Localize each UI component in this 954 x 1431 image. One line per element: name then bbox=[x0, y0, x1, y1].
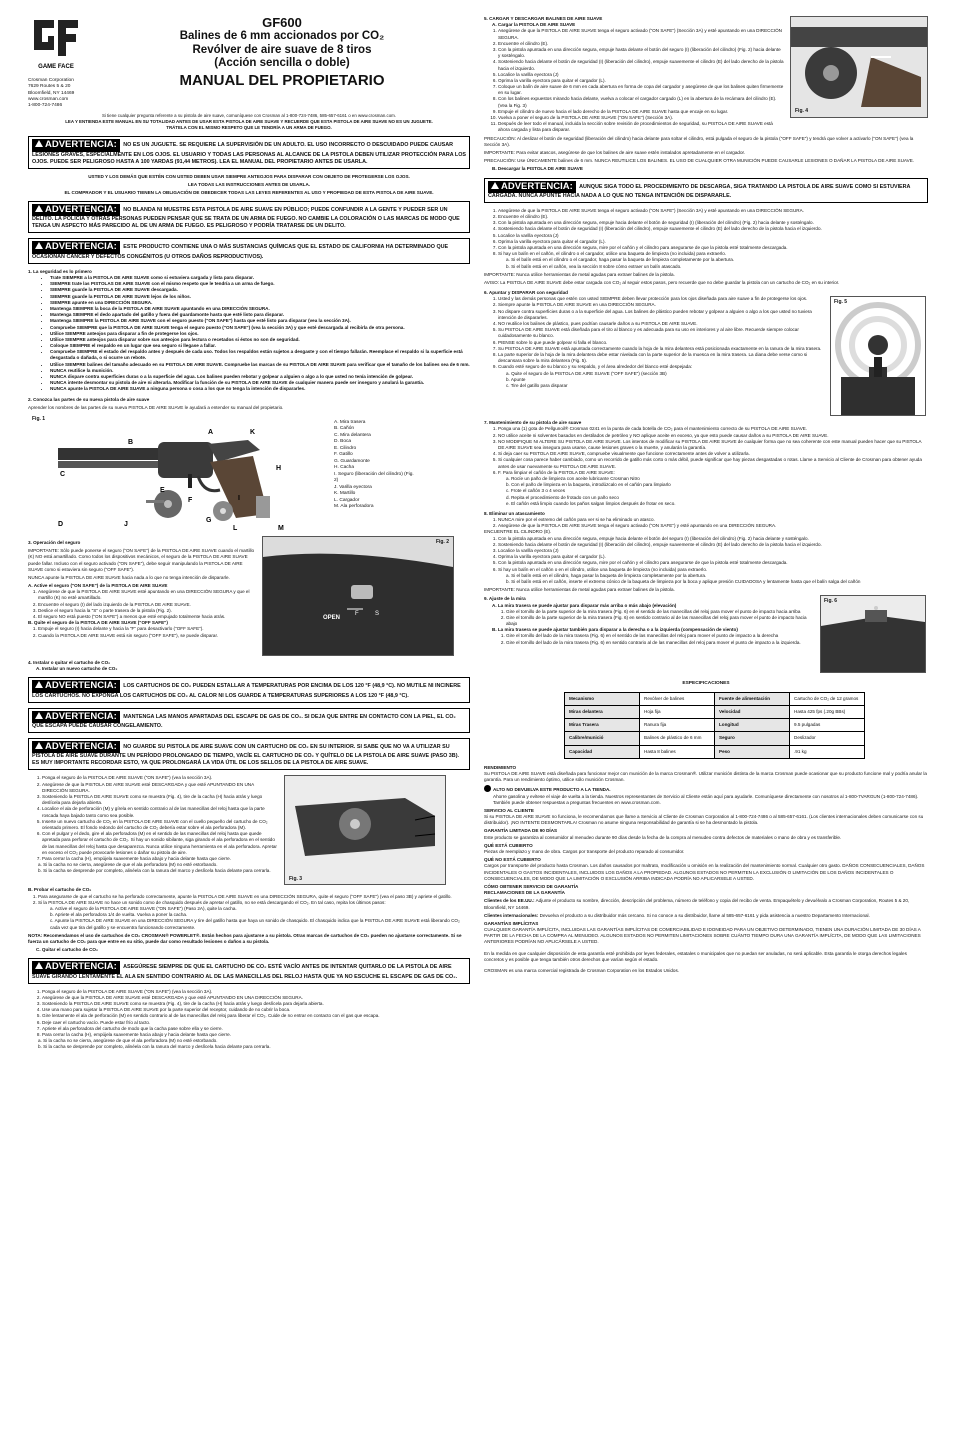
warning-icon bbox=[35, 205, 43, 212]
warning-icon bbox=[35, 962, 43, 969]
table-row: Calibre/munició Balines de plástico de 6 mm Seguro Deslizador bbox=[565, 732, 865, 745]
callout-e: E bbox=[160, 486, 165, 494]
title-block bbox=[94, 16, 470, 109]
callout-f: F bbox=[188, 496, 193, 504]
brand-block bbox=[28, 16, 84, 109]
figure-2: Fig. 2 OPEN F S bbox=[262, 536, 454, 656]
cartridge-install-diagram bbox=[285, 776, 445, 884]
svg-text:GAME FACE: GAME FACE bbox=[38, 64, 74, 70]
install-block: 1. Ponga el seguro de la PISTOLA DE AIRE SUAVE ("ON SAFE") (vea la sección 3A). 2. Asegúrese de que la PISTOLA DE AIRE SUAVE esté DESCARGADA y que esté APUNTANDO EN UNA DIRECCIÓN SEGURA. 3. Sosteniendo la PISTOLA DE AIRE SUAVE como se muestra (Fig. 4), tire de la cacha (H) hacia atrás y luego deslícela para dejarla abierta. 4. Localice el ala de perforación (M) y gírela en sentido contrario al de las manecillas del reloj hasta que la parte roscada haya bajado tanto como sea posible. 5. Inserte un nuevo cartucho de CO₂ en la PISTOLA DE AIRE SUAVE con el cuello pequeño del cartucho de CO₂ orientado primero. El fondo redondo del cartucho de CO₂ debería estar sobre el ala perforadora (M). 6. Con el pulgar y el dedo, gire el ala perforadora (M) en el sentido de las manecillas del reloj hasta que quede apretada para perforar el cartucho de CO₂. Si hay un sonido sibilante, siga girando el ala perforadora en el sentido de las manecillas del reloj hasta que desaparezca. Nunca utilice ninguna herramienta en el ala perforadora. Apretar en exceso el CO₂ puede provocarle lesiones o dañar su pistola de aire. 7. Para cerrar la cacha (H), empújela suavemente hacia abajo y hacia delante hasta que cierre. a. Si la cacha no se cierra, asegúrese de que el ala perforadora (M) no esté estorbando. b. Si la cacha se desprende por completo, alinéela con la ranura del marco y deslícela hacia delante para cerrarla. Fig. 3 bbox=[28, 775, 470, 885]
callout-a: A bbox=[208, 428, 214, 436]
note-eye-protection: USTED Y LOS DEMÁS QUE ESTÉN CON USTED DEBEN USAR SIEMPRE ANTEOJOS PARA DISPARAR CON OBJETO DE PROTEGERSE LOS OJOS. bbox=[88, 173, 410, 179]
left-column: GAME FACE Crosman Corporation 7629 Routes 5 & 20 Bloomfield, NY 14469 www.crosman.com 1-800-724-7486 GF600 Balines de 6 mm accionados por CO₂ Revólver de aire suave de 8 tiros (Acción sencilla o doble) MANUAL DEL PROPIETARIO Si tiene cualquier pregunta referente a su pistola de aire suave, comuníquese con Crosman al 1-800-724-7486, 585-657-6161 o en www.crosman.com. LEA Y ENTIENDA ESTE MANUAL EN SU TOTALIDAD ANTES DE USAR ESTA PISTOLA DE AIRE SUAVE Y RECUERDE QUE ESTA PISTOLA DE AIRE SUAVE NO ES UN JUGUETE. TRÁTELA CON EL MISMO RESPETO QUE LE TENDRÍA A UN ARMA DE FUEGO. ADVERTENCIA: NO ES UN JUGUETE. SE REQUIERE LA SUPERVISIÓN DE UN ADULTO. EL USO INCORRECTO O DESCUIDADO PUEDE CAUSAR LESIONES GRAVES, ESPECIALMENTE EN LOS OJOS. EL USUARIO Y TODAS LAS PERSONAS AL ALCANCE DE LA PISTOLA DEBEN UTILIZAR PROTECCIÓN PARA LOS OJOS. PUEDE SER PELIGROSO HASTA A 100 YARDAS (91,44 METROS). LEA EL MANUAL DEL PROPIETARIO ANTES DE USARLA. USTED Y LOS DEMÁS QUE ESTÉN CON USTED DEBEN USAR SIEMPRE ANTEOJOS PARA DISPARAR CON OBJETO DE PROTEGERSE LOS OJOS. LEA TODAS LAS INSTRUCCIONES ANTES DE USARLA. EL COMPRADOR Y EL USUARIO TIENEN LA OBLIGACIÓN DE OBEDECER TODAS LAS LEYES REFERENTES AL USO Y PROPIEDAD DE ESTA PISTOLA DE AIRE SUAVE. ADVERTENCIA: NO BLANDA NI MUESTRE ESTA PISTOLA DE AIRE SUAVE EN PÚBLICO; PUEDE CONFUNDIR A LA GENTE Y PUEDER SER UN DELITO. LA POLICÍA Y OTRAS PERSONAS PUEDEN PENSAR QUE SE TRATA DE UN ARMA DE FUEGO. NO CAMBIE LA COLORACIÓN O LAS MARCAS DE MODO QUE TENGA UN ASPECTO MÁS PARECIDO AL DE UN ARMA DE FUEGO. ES PELIGROSO Y PODRÍA TRATARSE DE UN DELITO. ADVERTENCIA: ESTE PRODUCTO CONTIENE UNA O MÁS SUSTANCIAS QUÍMICAS QUE EL ESTADO DE CALIFORNIA HA DETERMINADO QUE OCASIONAN CÁNCER Y DEFECTOS CONGÉNITOS (U OTROS DAÑOS REPRODUCTIVOS). 1. La seguridad es lo primero • Trate SIEMPRE a la PISTOLA DE AIRE SUAVE como si estuviera cargada y lista para disparar. • SIEMPRE trate las PISTOLAS DE AIRE SUAVE con el mismo respeto que le tendría a un arma de fuego. • SIEMPRE guarde la PISTOLA DE AIRE SUAVE descargada. • SIEMPRE guarde la PISTOLA DE AIRE SUAVE lejos de los niños. • SIEMPRE apunte en una DIRECCIÓN SEGURA. • Mantenga SIEMPRE la boca de la PISTOLA DE AIRE SUAVE apuntando en una DIRECCIÓN SEGURA. • Mantenga SIEMPRE el dedo apartado del gatillo y fuera del guardamonte hasta que esté listo para disparar. • Mantenga SIEMPRE la PISTOLA DE AIRE SUAVE con el seguro puesto ("ON SAFE") hasta que esté listo para disparar (vea la sección 3A). • Compruebe SIEMPRE que la PISTOLA DE AIRE SUAVE tenga el seguro puesto ("ON SAFE") (vea la sección 3A) y que esté descargada al recibirla de otra persona. • Utilice SIEMPRE anteojos para disparar a fin de protegerse los ojos. • Utilice SIEMPRE anteojos para disparar sobre sus anteojos para lectura o recetados si éstos no son de seguridad. • Coloque SIEMPRE el respaldo en un lugar que sea seguro si llegase a fallar. • Compruebe SIEMPRE el estado del respaldo antes y después de cada uso. Todos los respaldos están sujetos a desgaste y con el tiempo fallarán. Reemplace el respaldo si la superficie está desgastada o dañada, o si ocurre un rebote. • Utilice SIEMPRE balines del tamaño adecuado en su PISTOLA DE AIRE SUAVE. Compruebe las marcas de su PISTOLA DE AIRE SUAVE para verificar que el tamaño de los balines sea de 6 mm. • NUNCA reutilice la munición. • NUNCA dispare contra superficies duras o a la superficie del agua. Los balines pueden rebotar y golpear a alguien o algo a lo que usted no tenía intención de golpear. • NUNCA intente desmontar su pistola de aire ni alterarla. Modificar la función de su PISTOLA DE AIRE SUAVE de cualquier manera puede ser inseguro y anulará la garantía. • NUNCA apunte la PISTOLA DE AIRE SUAVE a ninguna persona o cosa a los que no tenga la intención de dispararles. 2. Conozca las partes de su nueva pistola de aire suave Aprender los nombres de las partes de su nueva PISTOLA DE AIRE SUAVE le ayudará a entender su manual del propietario. Fig. 1 A B K C H F I D J E G L M A. Mira trasera B. Cañón C. Mira delantera D. Boca E. Cilindro F. Gatillo G. Guardamonte H. Cacha I. Seguro (liberación del cilindro) (Fig. 2) J. Varilla eyectora K. Martillo L. Cargador M. Ala perforadora 3. Operación del seguro IMPORTANTE: Sólo puede ponerse el seguro ("ON SAFE") de la PISTOLA DE AIRE SUAVE cuando el martillo (K) NO está amartillado. Como todos los dispositivos mecánicos, el seguro de la PISTOLA DE AIRE SUAVE puede fallar. Incluso con el seguro activado ("ON SAFE"), debe seguir manipulando la PISTOLA DE AIRE SUAVE como si estuviera sin seguro ("OFF SAFE"). NUNCA apunte la PISTOLA DE AIRE SUAVE hacia nada a lo que no tenga intención de dispararle. A. Active el seguro ("ON SAFE") de la PISTOLA DE AIRE SUAVE 1. Asegúrese de que la PISTOLA DE AIRE SUAVE esté apuntando en una DIRECCIÓN SEGURA y que el martillo (K) no esté amartillado. 2. Encuentre el seguro (I) del lado izquierdo de la PISTOLA DE AIRE SUAVE. 3. Deslice el seguro hacia la "S" o parte trasera de la pistola (Fig. 2). 4. El seguro NO está puesto ("ON SAFE") a menos que esté empujado totalmente hacia atrás. B. Quite el seguro de la PISTOLA DE AIRE SUAVE ("OFF SAFE") 1. Empuje el seguro (I) hacia delante y hacia la "F" para desactivarlo ("OFF SAFE"). 2. Cuando la PISTOLA DE AIRE SUAVE está sin seguro ("OFF SAFE"), se puede disparar. Fig. 2 OPEN F S 4. Instalar o quitar el cartucho de CO₂ A. Instalar un nuevo cartucho de CO₂ ADVERTENCIA: LOS CARTUCHOS DE CO₂ PUEDEN ESTALLAR A TEMPERATURAS POR ENCIMA DE LOS 120 °F (48,9 °C). NO MUTILE NI INCINERE LOS CARTUCHOS. NO EXPONGA LOS CARTUCHOS DE CO₂ AL CALOR NI LOS GUARDE A TEMPERATURAS SUPERIORES A LOS 120 °F (48,9 °C). ADVERTENCIA: MANTENGA LAS MANOS APARTADAS DEL ESCAPE DE GAS DE CO₂. SI DEJA QUE ENTRE EN CONTACTO CON LA PIEL, EL CO₂ QUE ESCAPA PUEDE CAUSAR CONGELAMIENTO. ADVERTENCIA: NO GUARDE SU PISTOLA DE AIRE SUAVE CON UN CARTUCHO DE CO₂ EN SU INTERIOR. SI SABE QUE NO VA A UTILIZAR SU PISTOLA DE AIRE SUAVE DURANTE UN PERÍODO PROLONGADO DE TIEMPO, VACÍE EL CARTUCHO DE CO₂ Y QUÍTELO DE LA PISTOLA DE AIRE SUAVE (PASO 3B). ES MUY IMPORTANTE RECORDAR ESTO, YA QUE PROLONGARÁ LA VIDA ÚTIL DE LOS SELLOS DE LA PISTOLA DE AIRE SUAVE. 1. Ponga el seguro de la PISTOLA DE AIRE SUAVE ("ON SAFE") (vea la sección 3A). 2. Asegúrese de que la PISTOLA DE AIRE SUAVE esté DESCARGADA y que esté APUNTANDO EN UNA DIRECCIÓN SEGURA. 3. Sosteniendo la PISTOLA DE AIRE SUAVE como se muestra (Fig. 4), tire de la cacha (H) hacia atrás y luego deslícela para dejarla abierta. 4. Localice el ala de perforación (M) y gírela en sentido contrario al de las manecillas del reloj hasta que la parte roscada haya bajado tanto como sea posible. 5. Inserte un nuevo cartucho de CO₂ en la PISTOLA DE AIRE SUAVE con el cuello pequeño del cartucho de CO₂ orientado primero. El fondo redondo del cartucho de CO₂ debería estar sobre el ala perforadora (M). 6. Con el pulgar y el dedo, gire el ala perforadora (M) en el sentido de las manecillas del reloj hasta que quede apretada para perforar el cartucho de CO₂. Si hay un sonido sibilante, siga girando el ala perforadora en el sentido de las manecillas del reloj hasta que desaparezca. Nunca utilice ninguna herramienta en el ala perforadora. Apretar en exceso el CO₂ puede provocarle lesiones o dañar su pistola de aire. 7. Para cerrar la cacha (H), empújela suavemente hacia abajo y hacia delante hasta que cierre. a. Si la cacha no se cierra, asegúrese de que el ala perforadora (M) no esté estorbando. b. Si la cacha se desprende por completo, alinéela con la ranura del marco y deslícela hacia delante para cerrarla. Fig. 3 B. Probar el cartucho de CO₂ 1. Para asegurarse de que el cartucho se ha perforado correctamente, apunte la PISTOLA DE AIRE SUAVE en una DIRECCIÓN SEGURA, quite el seguro ("OFF SAFE") (vea el paso 3B) y apriete el gatillo. 2. Si la PISTOLA DE AIRE SUAVE no hace un sonido como de chasquido después de apretar el gatillo, no se está descargando el CO₂. En tal caso, repita los últimos pasos: a. Active el seguro de la PISTOLA DE AIRE SUAVE ("ON SAFE") (Paso 2A), quite la cacha. b. Apriete el ala perforadora 1/4 de vuelta. Vuelva a poner la cacha. c. Apunte la PISTOLA DE AIRE SUAVE en una DIRECCIÓN SEGURA y tire del gatillo hasta que haya un sonido de chasquido. El chasquido indica que la PISTOLA DE AIRE SUAVE está liberando CO₂ cada vez que tira del gatillo y se encuentra funcionando correctamente. NOTA: Recomendamos el uso de cartuchos de CO₂ CROSMAN® POWERLET®. Están hechos para ajustarse a su pistola. Otras marcas de cartuchos de CO₂ pueden no ajustarse correctamente. Si se fuerza un cartucho de CO₂ para que entre en su sitio, puede dar como resultado lesiones o daños a su pistola. C. Quitar el cartucho de CO₂ ADVERTENCIA: ASEGÚRESE SIEMPRE DE QUE EL CARTUCHO DE CO₂ ESTÉ VACÍO ANTES DE INTENTAR QUITARLO DE LA PISTOLA DE AIRE SUAVE GIRANDO LENTAMENTE EL ALA EN SENTIDO CONTRARIO AL DE LAS MANECILLAS DEL RELOJ HASTA QUE YA NO ESCUCHE EL ESCAPE DE GAS DE CO₂. 1. Ponga el seguro de la PISTOLA DE AIRE SUAVE ("ON SAFE") (vea la sección 3A). 2. Asegúrese de que la PISTOLA DE AIRE SUAVE esté DESCARGADA y que esté APUNTANDO EN UNA DIRECCIÓN SEGURA. 3. Sosteniendo la PISTOLA DE AIRE SUAVE como se muestra (Fig. 4), tire de la cacha (H) hacia atrás y luego deslícela para dejarla abierta. 4. Use una mano para sujetar la PISTOLA DE AIRE SUAVE por la parte superior del receptor, cuidando de no cubrir la boca. 5. Gire lentamente el ala de perforación (M) en sentido contrario al de las manecillas del reloj para liberar el CO₂. Cuide de no entrar en contacto con el gas que escapa. 6. Deje caer el cartucho vacío. Puede estar frío al tacto. 7. Apriete el ala perforadora del cartucho de modo que la cacha pase sobre ella y se cierre. 8. Para cerrar la cacha (H), empújela suavemente hacia abajo y hacia delante hasta que cierre. a. Si la cacha no se cierra, asegúrese de que el ala perforadora (M) no esté estorbando. b. Si la cacha se desprende por completo, alinéela con la ranura del marco y deslícela hacia delante para cerrarla. bbox=[28, 16, 470, 1051]
note-read-instructions: LEA TODAS LAS INSTRUCCIONES ANTES DE USARLA. bbox=[187, 181, 311, 187]
callout-d: D bbox=[58, 520, 64, 528]
callout-b: B bbox=[128, 438, 134, 446]
subtitle-3: (Acción sencilla o doble) bbox=[214, 56, 350, 69]
callout-l: L bbox=[233, 524, 238, 532]
header bbox=[28, 16, 470, 109]
warning-box-4: ADVERTENCIA: LOS CARTUCHOS DE CO₂ PUEDEN ESTALLAR A TEMPERATURAS POR ENCIMA DE LOS 120 °F (48,9 °C). NO MUTILE NI INCINERE LOS CARTUCHOS. NO EXPONGA LOS CARTUCHOS DE CO₂ AL CALOR NI LOS GUARDE A TEMPERATURAS SUPERIORES A LOS 120 °F (48,9 °C). bbox=[28, 677, 470, 702]
warranty-section: RENDIMIENTO Su PISTOLA DE AIRE SUAVE está diseñada para funcionar mejor con munición de la marca Crosman®. Utilizar munición distinta de la marca Crosman puede ocasionar que su producto funcione mal y podría anular la garantía. Para un rendimiento óptimo, utilice sólo munición Crosman. ALTO NO DEVUELVA ESTE PRODUCTO A LA TIENDA. Ahorre gasolina y evítese el viaje de vuelta a la tienda. Nuestros representantes de Servicio al Cliente están aquí para ayudarle. Comuníquese directamente con nosotros al 1-800-7VARGUN (1-800-724-7486). También puede obtener respuestas a preguntas frecuentes en www.crosman.com. SERVICIO AL CLIENTE Si su PISTOLA DE AIRE SUAVE no funciona, le recomendamos que llame a Servicio al Cliente de Crosman Corporation al 1-800-724-7486 o al 585-657-6161. (Los clientes internacionales deben comunicarse con su distribuidor). ¡NO INTENTE DESMONTARLA! Crosman no asume ninguna responsabilidad de garantía si se ha desmontado la pistola. GARANTÍA LIMITADA DE 90 DÍAS Este producto se garantiza al consumidor al menudeo durante 90 días desde la fecha de la compra al menudeo contra defectos de materiales o mano de obra y es transferible. QUÉ ESTÁ CUBIERTO Piezas de reemplazo y mano de obra. Cargos por transporte del producto reparado al consumidor. QUÉ NO ESTÁ CUBIERTO Cargos por transporte del producto hasta Crosman. Los daños causados por maltrato, modificación u omisión en la realización del mantenimiento normal. Cualquier otro gasto. DAÑOS CONSECUENCIALES, DAÑOS INCIDENTALES O GASTOS INCIDENTALES, INCLUIDOS LOS DAÑOS A LA PROPIEDAD. ALGUNOS ESTADOS NO PERMITEN LA EXCLUSIÓN O LIMITACIÓN DE LOS DAÑOS INCIDENTALES O CONSECUENCIALES, DE MODO QUE LA LIMITACIÓN O EXCLUSIÓN ARRIBA INDICADA PODRÍA NO APLICARSELE A USTED. CÓMO OBTENER SERVICIO DE GARANTÍA RECLAMACIONES DE LA GARANTÍA Clientes de los EE.UU.: Adjunte el producto su nombre, dirección, descripción del problema, número de teléfono y copia del recibo de venta. Empaquételo y devuélvalo a Crosman Corporation, Routes 5 & 20, Bloomfield, NY 14469. Clientes internacionales: Devuelva el producto a su distribuidor más cercano. Si no conoce a su distribuidor, llame al 585-657-6161 y pida asistencia a nuestro Departamento Internacional. GARANTÍAS IMPLÍCITAS CUALQUIER GARANTÍA IMPLÍCITA, INCLUIDAS LAS GARANTÍAS IMPLÍCITAS DE COMERCIABILIDAD E IDONEIDAD PARA UN OBJETIVO DETERMINADO, TIENEN UNA DURACIÓN LIMITADA DE 30 DÍAS A PARTIR DE LA FECHA DE LA COMPRA AL MENUDEO. ALGUNOS ESTADOS NO PERMITEN LIMITACIONES SOBRE CUÁNTO TIEMPO DURA UNA GARANTÍA IMPLÍCITA, DE MODO QUE LAS LIMITACIONES ANTERIORES PODRÍAN NO APLICÁRSELE A USTED. En la medida en que cualquier disposición de esta garantía esté prohibida por leyes federales, estatales o municipales que no puedan ser anuladas, no será aplicable. Esta garantía le otorga derechos legales concretos y es posible que tenga también otros derechos que varían según el estado. CROSMAN es una marca comercial registrada de Crosman Corporation en los Estados Unidos. bbox=[484, 764, 927, 974]
sight-block: 9. Ajuste de la mira A. La mira trasera se puede ajustar para disparar más arriba o más abajo (elevación) 1. Gire el tornillo de la parte superior de la mira trasera (Fig. 6) en el sentido de las manecillas del reloj para mover el punto de impacto hacia arriba 2. Gire el tornillo de la parte superior de la mira trasera (Fig. 6) en sentido contrario al de las manecillas del reloj para mover el punto de impacto hacia abajo B. La mira trasera se puede ajustar también para disparar a la derecha o a la izquierda (compensación de viento) 1. Gire el tornillo del lado de la mira trasera (Fig. 6) en el sentido de las manecillas del reloj para mover el punto de impacto a la derecha 2. Gire el tornillo del lado de la mira trasera (Fig. 6) en sentido contrario al de las manecillas del reloj para mover el punto de impacto a la izquierda. Fig. 6 bbox=[484, 595, 928, 673]
rear-sight-diagram bbox=[821, 596, 925, 672]
cylinder-open-diagram bbox=[791, 17, 927, 117]
note-laws: EL COMPRADOR Y EL USUARIO TIENEN LA OBLIGACIÓN DE OBEDECER TODAS LAS LEYES REFERENTES AL USO Y PROPIEDAD DE ESTA PISTOLA DE AIRE SUAVE. bbox=[64, 189, 434, 195]
specifications-table bbox=[564, 692, 865, 759]
company-address: Crosman Corporation 7629 Routes 5 & 20 Bloomfield, NY 14469 www.crosman.com 1-800-724-7486 bbox=[28, 78, 75, 109]
figure-4: Fig. 4 bbox=[790, 16, 928, 118]
subtitle-1: Balines de 6 mm accionados por CO₂ bbox=[179, 30, 385, 43]
warning-box-2: ADVERTENCIA: NO BLANDA NI MUESTRE ESTA PISTOLA DE AIRE SUAVE EN PÚBLICO; PUEDE CONFUNDIR A LA GENTE Y PUEDER SER UN DELITO. LA POLICÍA Y OTRAS PERSONAS PUEDEN PENSAR QUE SE TRATA DE UN ARMA DE FUEGO. NO CAMBIE LA COLORACIÓN O LAS MARCAS DE MODO QUE TENGA UN ASPECTO MÁS PARECIDO AL DE UN ARMA DE FUEGO. ES PELIGROSO Y PODRÍA TRATARSE DE UN DELITO. bbox=[28, 201, 470, 233]
f-label: F bbox=[355, 610, 359, 617]
parts-figure-block bbox=[28, 414, 470, 534]
table-row: Mecanismo Revólver de balines Fuente de alimentación Cartucho de CO₂ de 12 gramos bbox=[565, 692, 865, 705]
warning-box-3: ADVERTENCIA: ESTE PRODUCTO CONTIENE UNA O MÁS SUSTANCIAS QUÍMICAS QUE EL ESTADO DE CALIFORNIA HA DETERMINADO QUE OCASIONAN CÁNCER Y DEFECTOS CONGÉNITOS (U OTROS DAÑOS REPRODUCTIVOS). bbox=[28, 238, 470, 263]
warning-icon bbox=[35, 140, 43, 147]
callout-h: H bbox=[276, 464, 282, 472]
open-label: OPEN bbox=[323, 614, 341, 621]
figure-3: Fig. 3 bbox=[284, 775, 446, 885]
parts-legend: A. Mira trasera B. Cañón C. Mira delantera D. Boca E. Cilindro F. Gatillo G. Guardamonte H. Cacha I. Seguro (liberación del cilindro) (Fig. 2) J. Varilla eyectora K. Martillo L. Cargador M. Ala perforadora bbox=[334, 419, 414, 510]
warning-box-5: ADVERTENCIA: MANTENGA LAS MANOS APARTADAS DEL ESCAPE DE GAS DE CO₂. SI DEJA QUE ENTRE EN CONTACTO CON LA PIEL, EL CO₂ QUE ESCAPA PUEDE CAUSAR CONGELAMIENTO. bbox=[28, 708, 470, 733]
revolver-diagram bbox=[28, 414, 328, 534]
figure-5: Fig. 5 bbox=[830, 296, 926, 416]
game-face-logo bbox=[28, 16, 84, 74]
intro: Si tiene cualquier pregunta referente a su pistola de aire suave, comuníquese con Crosman al 1-800-724-7486, 585-657-6161 o en www.crosman.com. LEA Y ENTIENDA ESTE MANUAL EN SU TOTALIDAD ANTES DE USAR ESTA PISTOLA DE AIRE SUAVE Y RECUERDE QUE ESTA PISTOLA DE AIRE SUAVE NO ES UN JUGUETE. TRÁTELA CON EL MISMO RESPETO QUE LE TENDRÍA A UN ARMA DE FUEGO. bbox=[65, 113, 433, 131]
callout-g: G bbox=[206, 516, 212, 524]
note-powerlet: NOTA: Recomendamos el uso de cartuchos de CO₂ CROSMAN® POWERLET®. Están hechos para ajustarse a su pistola. Otras marcas de cartuchos de CO₂ pueden no ajustarse correctamente. Si se fuerza un cartucho de CO₂ para que entre en su sitio, puede dar como resultado lesiones o daños a su pistola. bbox=[28, 932, 462, 944]
s-label: S bbox=[375, 610, 380, 617]
warning-icon bbox=[491, 182, 499, 189]
figure-1: Fig. 1 A B K C H F I D J E G L M bbox=[28, 414, 328, 534]
stop-icon bbox=[484, 785, 491, 792]
callout-m: M bbox=[278, 524, 284, 532]
aiming-block: 1. Usted y las demás personas que estén con usted SIEMPRE deben llevar protección para los ojos diseñada para aire suave a fin de protegerse los ojos. 2. Siempre apunte la PISTOLA DE AIRE SUAVE en una DIRECCIÓN SEGURA. 3. No dispare contra superficies duras o a la superficie del agua. Los balines de plástico pueden rebotar y golpear a alguien o algo a los que usted no tuviera intención de dispararles. 4. NO reutilice los balines de plástico, pues podrían causarle daños a su PISTOLA DE AIRE SUAVE. 5. Su PISTOLA DE AIRE SUAVE está diseñada para el tiro al blanco y es adecuada para su uso en interiores y al aire libre. Recuerde siempre colocar cuidadosamente su blanco. 6. PIENSE sobre lo que puede golpear si falla el blanco. 7. Su PISTOLA DE AIRE SUAVE está apuntada correctamente cuando la hoja de la mira delantera está posicionada exactamente en la ranura de la mira trasera. 8. La parte superior de la hoja de la mira delantera debe estar nivelada con la parte superior de la muesca en la mira trasera. La diana debe verse como si descansara sobre la mira delantera (Fig. 5). 9. Cuando esté seguro de su blanco y su respaldo, y el área alrededor del blanco esté despejada: a. Quite el seguro de la PISTOLA DE AIRE SUAVE ("OFF SAFE") (sección 3B) b. Apunte c. Tire del gatillo para disparar Fig. 5 bbox=[484, 296, 928, 416]
sight-alignment-diagram bbox=[831, 297, 925, 415]
figure-6: Fig. 6 bbox=[820, 595, 926, 673]
warning-icon bbox=[35, 712, 43, 719]
warning-box-1: ADVERTENCIA: NO ES UN JUGUETE. SE REQUIERE LA SUPERVISIÓN DE UN ADULTO. EL USO INCORRECTO O DESCUIDADO PUEDE CAUSAR LESIONES GRAVES, ESPECIALMENTE EN LOS OJOS. EL USUARIO Y TODAS LAS PERSONAS AL ALCANCE DE LA PISTOLA DEBEN UTILIZAR PROTECCIÓN PARA LOS OJOS. PUEDE SER PELIGROSO HASTA A 100 YARDAS (91,44 METROS). LEA EL MANUAL DEL PROPIETARIO ANTES DE USARLA. bbox=[28, 136, 470, 168]
callout-j: J bbox=[124, 520, 128, 528]
page-title: MANUAL DEL PROPIETARIO bbox=[179, 71, 385, 89]
callout-i: I bbox=[238, 494, 240, 502]
callout-c: C bbox=[60, 470, 66, 478]
warning-icon bbox=[35, 681, 43, 688]
table-row: Miras Trasera Ranura fija Longitud 9.5 pulgadas bbox=[565, 719, 865, 732]
callout-k: K bbox=[250, 428, 256, 436]
safety-list: • Trate SIEMPRE a la PISTOLA DE AIRE SUAVE como si estuviera cargada y lista para disparar. • SIEMPRE trate las PISTOLAS DE AIRE SUAVE con el mismo respeto que le tendría a un arma de fuego. • SIEMPRE guarde la PISTOLA DE AIRE SUAVE descargada. • SIEMPRE guarde la PISTOLA DE AIRE SUAVE lejos de los niños. • SIEMPRE apunte en una DIRECCIÓN SEGURA. • Mantenga SIEMPRE la boca de la PISTOLA DE AIRE SUAVE apuntando en una DIRECCIÓN SEGURA. • Mantenga SIEMPRE el dedo apartado del gatillo y fuera del guardamonte hasta que esté listo para disparar. • Mantenga SIEMPRE la PISTOLA DE AIRE SUAVE con el seguro puesto ("ON SAFE") hasta que esté listo para disparar (vea la sección 3A). • Compruebe SIEMPRE que la PISTOLA DE AIRE SUAVE tenga el seguro puesto ("ON SAFE") (vea la sección 3A) y que esté descargada al recibirla de otra persona. • Utilice SIEMPRE anteojos para disparar a fin de protegerse los ojos. • Utilice SIEMPRE anteojos para disparar sobre sus anteojos para lectura o recetados si éstos no son de seguridad. • Coloque SIEMPRE el respaldo en un lugar que sea seguro si llegase a fallar. • Compruebe SIEMPRE el estado del respaldo antes y después de cada uso. Todos los respaldos están sujetos a desgaste y con el tiempo fallarán. Reemplace el respaldo si la superficie está desgastada o dañada, o si ocurre un rebote. • Utilice SIEMPRE balines del tamaño adecuado en su PISTOLA DE AIRE SUAVE. Compruebe las marcas de su PISTOLA DE AIRE SUAVE para verificar que el tamaño de los balines sea de 6 mm. • NUNCA reutilice la munición. • NUNCA dispare contra superficies duras o a la superficie del agua. Los balines pueden rebotar y golpear a alguien o algo a lo que usted no tenía intención de golpear. • NUNCA intente desmontar su pistola de aire ni alterarla. Modificar la función de su PISTOLA DE AIRE SUAVE de cualquier manera puede ser inseguro y anulará la garantía. • NUNCA apunte la PISTOLA DE AIRE SUAVE a ninguna persona o cosa a los que no tenga la intención de dispararles. bbox=[28, 275, 470, 393]
model-number: GF600 bbox=[262, 15, 302, 30]
subtitle-2: Revólver de aire suave de 8 tiros bbox=[192, 43, 372, 56]
warning-box-7: ADVERTENCIA: ASEGÚRESE SIEMPRE DE QUE EL CARTUCHO DE CO₂ ESTÉ VACÍO ANTES DE INTENTAR QUITARLO DE LA PISTOLA DE AIRE SUAVE GIRANDO LENTAMENTE EL ALA EN SENTIDO CONTRARIO AL DE LAS MANECILLAS DEL RELOJ HASTA QUE YA NO ESCUCHE EL ESCAPE DE GAS DE CO₂. bbox=[28, 958, 470, 983]
loading-block: 5. CARGAR Y DESCARGAR BALINES DE AIRE SUAVE A. Cargar la PISTOLA DE AIRE SUAVE 1. Asegúrese de que la PISTOLA DE AIRE SUAVE tenga el seguro activado ("ON SAFE") (Sección 3A) y esté apuntando en una DIRECCIÓN SEGURA. 2. Encuentre el cilindro (E). 3. Con la pistola apuntada en una dirección segura, empuje hasta delante el botón del seguro (I) (liberación del cilindro) (Fig. 2) hacia delante y sosténgalo. 4. Sosteniendo hacia delante el botón de seguridad (I) (liberación del cilindro), empuje suavemente el cilindro (E) del lado derecho de la pistola hacia el izquierdo. 5. Localice la varilla eyectora (J) 6. Oprima la varilla eyectora para quitar el cargador (L). 7. Coloque un balín de aire suave de 6 mm en cada abertura en forma de copa del cargador y asegúrese de que los balines quiten firmemente en su lugar. 8. Con los balines expuestos mirando hacia delante, vuelva a colocar el cargador cargado (L) en la abertura de la recámara del cilindro (E). (Vea la Fig. 3) 9. Empuje el cilindro de nuevo hacia el lado derecho de la PISTOLA DE AIRE SUAVE hasta que encaje en su lugar. 10. Vuelva a poner el seguro de la PISTOLA DE AIRE SUAVE ("ON SAFE") (Sección 3A). 11. Después de leer todo el manual, incluida la sección sobre revisión de procedimientos de seguridad, su PISTOLA DE AIRE SUAVE está ahora cargada y lista para disparar. Fig. 4 bbox=[484, 16, 928, 134]
table-row: Miras delantera Hoja fija Velocidad Hasta 425 fps (.20g BBs) bbox=[565, 706, 865, 719]
warning-icon bbox=[35, 742, 43, 749]
safety-operation-block: 3. Operación del seguro IMPORTANTE: Sólo puede ponerse el seguro ("ON SAFE") de la PISTOLA DE AIRE SUAVE cuando el martillo (K) NO está amartillado. Como todos los dispositivos mecánicos, el seguro de la PISTOLA DE AIRE SUAVE puede fallar. Incluso con el seguro activado ("ON SAFE"), debe seguir manipulando la PISTOLA DE AIRE SUAVE como si estuviera sin seguro ("OFF SAFE"). NUNCA apunte la PISTOLA DE AIRE SUAVE hacia nada a lo que no tenga intención de dispararle. A. Active el seguro ("ON SAFE") de la PISTOLA DE AIRE SUAVE 1. Asegúrese de que la PISTOLA DE AIRE SUAVE esté apuntando en una DIRECCIÓN SEGURA y que el martillo (K) no esté amartillado. 2. Encuentre el seguro (I) del lado izquierdo de la PISTOLA DE AIRE SUAVE. 3. Deslice el seguro hacia la "S" o parte trasera de la pistola (Fig. 2). 4. El seguro NO está puesto ("ON SAFE") a menos que esté empujado totalmente hacia atrás. B. Quite el seguro de la PISTOLA DE AIRE SUAVE ("OFF SAFE") 1. Empuje el seguro (I) hacia delante y hacia la "F" para desactivarlo ("OFF SAFE"). 2. Cuando la PISTOLA DE AIRE SUAVE está sin seguro ("OFF SAFE"), se puede disparar. Fig. 2 OPEN F S bbox=[28, 536, 470, 656]
right-column: 5. CARGAR Y DESCARGAR BALINES DE AIRE SUAVE A. Cargar la PISTOLA DE AIRE SUAVE 1. Asegúrese de que la PISTOLA DE AIRE SUAVE tenga el seguro activado ("ON SAFE") (Sección 3A) y esté apuntando en una DIRECCIÓN SEGURA. 2. Encuentre el cilindro (E). 3. Con la pistola apuntada en una dirección segura, empuje hasta delante el botón del seguro (I) (liberación del cilindro) (Fig. 2) hacia delante y sosténgalo. 4. Sosteniendo hacia delante el botón de seguridad (I) (liberación del cilindro), empuje suavemente el cilindro (E) del lado derecho de la pistola hacia el izquierdo. 5. Localice la varilla eyectora (J) 6. Oprima la varilla eyectora para quitar el cargador (L). 7. Coloque un balín de aire suave de 6 mm en cada abertura en forma de copa del cargador y asegúrese de que los balines quiten firmemente en su lugar. 8. Con los balines expuestos mirando hacia delante, vuelva a colocar el cargador cargado (L) en la abertura de la recámara del cilindro (E). (Vea la Fig. 3) 9. Empuje el cilindro de nuevo hacia el lado derecho de la PISTOLA DE AIRE SUAVE hasta que encaje en su lugar. 10. Vuelva a poner el seguro de la PISTOLA DE AIRE SUAVE ("ON SAFE") (Sección 3A). 11. Después de leer todo el manual, incluida la sección sobre revisión de procedimientos de seguridad, su PISTOLA DE AIRE SUAVE está ahora cargada y lista para disparar. Fig. 4 PRECAUCIÓN: Al deslizar el botón de seguridad (liberación del cilindro) hacia delante para soltar el cilindro, está pulgada el seguro de la pistola ("OFF SAFE") y tendrá que volver a activarlo ("ON SAFE") (vea la Sección 3A). IMPORTANTE: Para evitar atascos, asegúrese de que los balines de aire suave estén instalados apretadamente en el cargador. PRECAUCIÓN: Use ÚNICAMENTE balines de 6 mm. NUNCA REUTILICE LOS BALINES. EL USO DE CUALQUIER OTRA MUNICIÓN PUEDE CAUSARLE LESIONES O DAÑAR LA PISTOLA DE AIRE SUAVE. B. Descargar la PISTOLA DE AIRE SUAVE ADVERTENCIA: AUNQUE SIGA TODO EL PROCEDIMIENTO DE DESCARGA, SIGA TRATANDO LA PISTOLA DE AIRE SUAVE COMO SI ESTUVIERA CARGADA. NUNCA APUNTE HACIA NADA A LO QUE NO TENGA INTENCIÓN DE DISPARARLE. 1. Asegúrese de que la PISTOLA DE AIRE SUAVE tenga el seguro activado ("ON SAFE") (Sección 3A) y esté apuntando en una DIRECCIÓN SEGURA. 2. Encuentre el cilindro (E). 3. Con la pistola apuntada en una dirección segura, empuje hacia delante el botón de seguridad (I) (liberación del cilindro) (Fig. 2) hacia delante y sosténgalo. 4. Sosteniendo hacia delante el botón de seguridad (I) (liberación del cilindro), empuje suavemente el cilindro (E) del lado derecho de la pistola hacia el izquierdo. 5. Localice la varilla eyectora (J) 6. Oprima la varilla eyectora para quitar el cargador (L). 7. Con la pistola apuntada en una dirección segura, mire por el cañón y el cilindro para asegurarse de que la pistola esté totalmente descargada. 8. Si hay un balín en el cañón, el cilindro o el cargador, utilice una baqueta de limpieza (no incluida) para extraerlo. a. Si el balín está en el cilindro o el cargador, haga pasar la baqueta de limpieza completamente por la abertura. b. Si el balín está en el cañón, vea la sección 8 sobre cómo extraer un balín atascado. IMPORTANTE: Nunca utilice herramientas de metal agudas para extraer balines de la pistola. AVISO: La PISTOLA DE AIRE SUAVE debe estar cargada con CO₂ al seguir estos pasos, pero recuerde que no debe guardar la pistola con un cartucho de CO₂ en su interior. 6. Apuntar y DISPARAR con seguridad 1. Usted y las demás personas que estén con usted SIEMPRE deben llevar protección para los ojos diseñada para aire suave a fin de protegerse los ojos. 2. Siempre apunte la PISTOLA DE AIRE SUAVE en una DIRECCIÓN SEGURA. 3. No dispare contra superficies duras o a la superficie del agua. Los balines de plástico pueden rebotar y golpear a alguien o algo a los que usted no tuviera intención de dispararles. 4. NO reutilice los balines de plástico, pues podrían causarle daños a su PISTOLA DE AIRE SUAVE. 5. Su PISTOLA DE AIRE SUAVE está diseñada para el tiro al blanco y es adecuada para su uso en interiores y al aire libre. Recuerde siempre colocar cuidadosamente su blanco. 6. PIENSE sobre lo que puede golpear si falla el blanco. 7. Su PISTOLA DE AIRE SUAVE está apuntada correctamente cuando la hoja de la mira delantera está posicionada exactamente en la ranura de la mira trasera. 8. La parte superior de la hoja de la mira delantera debe estar nivelada con la parte superior de la muesca en la mira trasera. La diana debe verse como si descansara sobre la mira delantera (Fig. 5). 9. Cuando esté seguro de su blanco y su respaldo, y el área alrededor del blanco esté despejada: a. Quite el seguro de la PISTOLA DE AIRE SUAVE ("OFF SAFE") (sección 3B) b. Apunte c. Tire del gatillo para disparar Fig. 5 7. Mantenimiento de su pistola de aire suave 1. Ponga una (1) gota de Pellgunoil® Crosman 0241 en la punta de cada botella de CO₂ para el mantenimiento correcto de su PISTOLA DE AIRE SUAVE. 2. NO utilice aceite ni solventes basados en destilados de petróleo y NO aplique aceite en exceso, ya que esto puede causar daños a su PISTOLA DE AIRE SUAVE. 3. NO MODIFIQUE NI ALTERE SU PISTOLA DE AIRE SUAVE. Los intentos de modificar su PISTOLA DE AIRE SUAVE de cualquier forma que no sea coherente con este manual pueden hacer que su PISTOLA DE AIRE SUAVE sea insegura para usarse, cause lesiones graves o la muerte, y anularán la garantía. 4. Si deja caer su PISTOLA DE AIRE SUAVE, compruebe visualmente que funcione correctamente antes de volver a utilizarla. 5. Si cualquier cosa parece haber cambiado, como un recorrido de gatillo más corto o más débil, puede significar que hay piezas desgastadas o rotas. Llame a Servicio al Cliente de Crosman para obtener ayuda antes de usar nuevamente su PISTOLA DE AIRE SUAVE. 6. F. Para limpiar el cañón de la PISTOLA DE AIRE SUAVE: a. Rocíe un paño de limpieza con aceite lubricante Crosman Nitro b. Con el paño de limpieza en la baqueta, introdúzcalo en el cañón para limpiarlo c. Frote el cañón 3 o 4 veces d. Repita el procedimiento de frotado con un paño seco e. El cañón está limpio cuando los paños salgan limpios después de frotar en seco. 8. Eliminar un atascamiento 1. NUNCA mire por el extremo del cañón para ver si se ha eliminado un atasco. 2. Asegúrese de que la PISTOLA DE AIRE SUAVE tenga el seguro activado ("ON SAFE") y esté apuntando en una DIRECCIÓN SEGURA. ENCUENTRE EL CILINDRO (E). 1. Con la pistola apuntada en una dirección segura, empuje hacia delante el botón del seguro (I) (liberación del cilindro) (Fig. 2) hacia delante y sosténgalo. 2. Sosteniendo hacia delante el botón de seguridad (I) (liberación del cilindro), empuje suavemente el cilindro (E) del lado derecho de la pistola hacia el izquierdo. 3. Localice la varilla eyectora (J) 4. Oprima la varilla eyectora para quitar el cargador (L). 5. Con la pistola apuntada en una dirección segura, mire por el cañón y el cilindro para asegurarse de que la pistola esté totalmente descargada. 6. Si hay un balín en el cañón o en el cilindro, utilice una baqueta de limpieza (no incluida) para extraerlo. a. Si el balín está en el cilindro, haga pasar la baqueta de limpieza completamente por la abertura. b. Si el balín está en el cañón, inserte el extremo cónico de la baqueta de limpieza por la boca y aplique presión CUIDADOSA y lentamente hasta que el balín salga del cañón IMPORTANTE: Nunca utilice herramientas de metal agudas para extraer balines de la pistola. 9. Ajuste de la mira A. La mira trasera se puede ajustar para disparar más arriba o más abajo (elevación) 1. Gire el tornillo de la parte superior de la mira trasera (Fig. 6) en el sentido de las manecillas del reloj para mover el punto de impacto hacia arriba 2. Gire el tornillo de la parte superior de la mira trasera (Fig. 6) en sentido contrario al de las manecillas del reloj para mover el punto de impacto hacia abajo B. La mira trasera se puede ajustar también para disparar a la derecha o a la izquierda (compensación de viento) 1. Gire el tornillo del lado de la mira trasera (Fig. 6) en el sentido de las manecillas del reloj para mover el punto de impacto a la derecha 2. Gire el tornillo del lado de la mira trasera (Fig. 6) en sentido contrario al de las manecillas del reloj para mover el punto de impacto a la izquierda. Fig. 6 ESPECIFICACIONES Mecanismo Revólver de balines Fuente de alimentación Cartucho de CO₂ de 12 gramos Miras delantera Hoja fija Velocidad Hasta 425 fps (.20g BBs) Miras Trasera Ranura fija Longitud 9.5 pulgadas Calibre/munició Balines de plástico de 6 mm Seguro Deslizador Capacidad Hasta 8 balines Peso .91 kg RENDIMIENTO Su PISTOLA DE AIRE SUAVE está diseñada para funcionar mejor con munición de la marca Crosman®. Utilizar munición distinta de la marca Crosman puede ocasionar que su producto funcione mal y podría anular la garantía. Para un rendimiento óptimo, utilice sólo munición Crosman. ALTO NO DEVUELVA ESTE PRODUCTO A LA TIENDA. Ahorre gasolina y evítese el viaje de vuelta a la tienda. Nuestros representantes de Servicio al Cliente están aquí para ayudarle. Comuníquese directamente con nosotros al 1-800-7VARGUN (1-800-724-7486). También puede obtener respuestas a preguntas frecuentes en www.crosman.com. SERVICIO AL CLIENTE Si su PISTOLA DE AIRE SUAVE no funciona, le recomendamos que llame a Servicio al Cliente de Crosman Corporation al 1-800-724-7486 o al 585-657-6161. (Los clientes internacionales deben comunicarse con su distribuidor). ¡NO INTENTE DESMONTARLA! Crosman no asume ninguna responsabilidad de garantía si se ha desmontado la pistola. GARANTÍA LIMITADA DE 90 DÍAS Este producto se garantiza al consumidor al menudeo durante 90 días desde la fecha de la compra al menudeo contra defectos de materiales o mano de obra y es transferible. QUÉ ESTÁ CUBIERTO Piezas de reemplazo y mano de obra. Cargos por transporte del producto reparado al consumidor. QUÉ NO ESTÁ CUBIERTO Cargos por transporte del producto hasta Crosman. Los daños causados por maltrato, modificación u omisión en la realización del mantenimiento normal. Cualquier otro gasto. DAÑOS CONSECUENCIALES, DAÑOS INCIDENTALES O GASTOS INCIDENTALES, INCLUIDOS LOS DAÑOS A LA PROPIEDAD. ALGUNOS ESTADOS NO PERMITEN LA EXCLUSIÓN O LIMITACIÓN DE LOS DAÑOS INCIDENTALES O CONSECUENCIALES, DE MODO QUE LA LIMITACIÓN O EXCLUSIÓN ARRIBA INDICADA PODRÍA NO APLICARSELE A USTED. CÓMO OBTENER SERVICIO DE GARANTÍA RECLAMACIONES DE LA GARANTÍA Clientes de los EE.UU.: Adjunte el producto su nombre, dirección, descripción del problema, número de teléfono y copia del recibo de venta. Empaquételo y devuélvalo a Crosman Corporation, Routes 5 & 20, Bloomfield, NY 14469. Clientes internacionales: Devuelva el producto a su distribuidor más cercano. Si no conoce a su distribuidor, llame al 585-657-6161 y pida asistencia a nuestro Departamento Internacional. GARANTÍAS IMPLÍCITAS CUALQUIER GARANTÍA IMPLÍCITA, INCLUIDAS LAS GARANTÍAS IMPLÍCITAS DE COMERCIABILIDAD E IDONEIDAD PARA UN OBJETIVO DETERMINADO, TIENEN UNA DURACIÓN LIMITADA DE 30 DÍAS A PARTIR DE LA FECHA DE LA COMPRA AL MENUDEO. ALGUNOS ESTADOS NO PERMITEN LIMITACIONES SOBRE CUÁNTO TIEMPO DURA UNA GARANTÍA IMPLÍCITA, DE MODO QUE LAS LIMITACIONES ANTERIORES PODRÍAN NO APLICÁRSELE A USTED. En la medida en que cualquier disposición de esta garantía esté prohibida por leyes federales, estatales o municipales que no puedan ser anuladas, no será aplicable. Esta garantía le otorga derechos legales concretos y es posible que tenga también otros derechos que varían según el estado. CROSMAN es una marca comercial registrada de Crosman Corporation en los Estados Unidos. bbox=[484, 16, 928, 976]
warning-box-6: ADVERTENCIA: NO GUARDE SU PISTOLA DE AIRE SUAVE CON UN CARTUCHO DE CO₂ EN SU INTERIOR. SI SABE QUE NO VA A UTILIZAR SU PISTOLA DE AIRE SUAVE DURANTE UN PERÍODO PROLONGADO DE TIEMPO, VACÍE EL CARTUCHO DE CO₂ Y QUÍTELO DE LA PISTOLA DE AIRE SUAVE (PASO 3B). ES MUY IMPORTANTE RECORDAR ESTO, YA QUE PROLONGARÁ LA VIDA ÚTIL DE LOS SELLOS DE LA PISTOLA DE AIRE SUAVE. bbox=[28, 738, 470, 770]
warning-icon bbox=[35, 242, 43, 249]
safety-switch-diagram bbox=[263, 537, 453, 655]
warning-box-8: ADVERTENCIA: AUNQUE SIGA TODO EL PROCEDIMIENTO DE DESCARGA, SIGA TRATANDO LA PISTOLA DE AIRE SUAVE COMO SI ESTUVIERA CARGADA. NUNCA APUNTE HACIA NADA A LO QUE NO TENGA INTENCIÓN DE DISPARARLE. bbox=[484, 178, 928, 203]
table-row: Capacidad Hasta 8 balines Peso .91 kg bbox=[565, 745, 865, 758]
section-parts-heading: 2. Conozca las partes de su nueva pistola de aire suave bbox=[28, 396, 150, 402]
section-safety-heading: 1. La seguridad es lo primero bbox=[28, 268, 92, 274]
specs-heading: ESPECIFICACIONES bbox=[682, 681, 730, 687]
